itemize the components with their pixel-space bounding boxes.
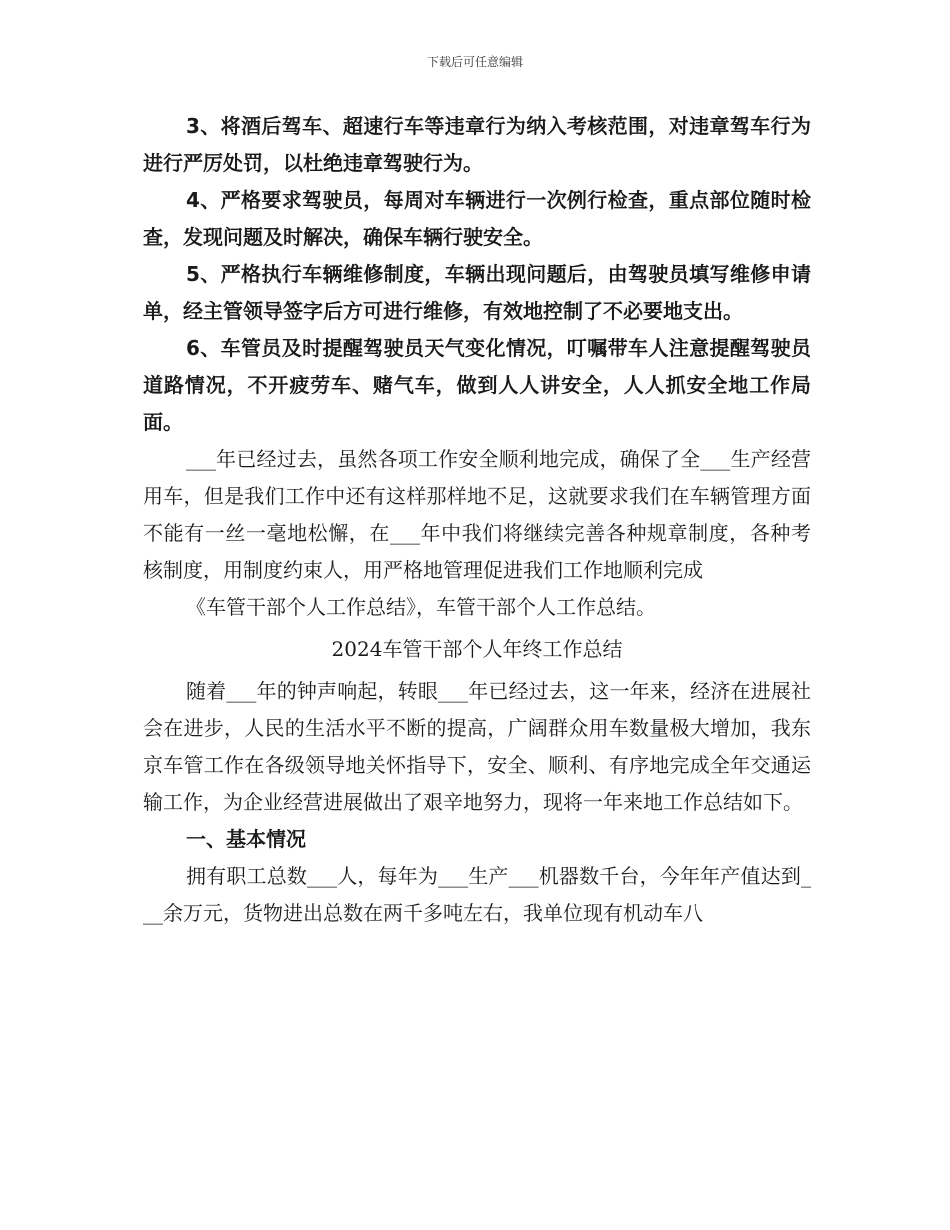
- document-title: 2024车管干部个人年终工作总结: [331, 637, 623, 661]
- measure-item-3: 3、将酒后驾车、超速行车等违章行为纳入考核范围，对违章驾车行为进行严厉处罚，以杜绝违章驾驶行为。: [143, 114, 811, 175]
- measure-item-5: 5、严格执行车辆维修制度，车辆出现问题后，由驾驶员填写维修申请单，经主管领导签字后方可进行维修，有效地控制了不必要地支出。: [143, 262, 811, 323]
- section-heading-basic: 一、基本情况: [186, 827, 306, 851]
- measure-item-4: 4、严格要求驾驶员，每周对车辆进行一次例行检查，重点部位随时检查，发现问题及时解决，确保车辆行驶安全。: [143, 188, 811, 249]
- intro-paragraph: 随着___年的钟声响起，转眼___年已经过去，这一年来，经济在进展社会在进步，人民的生活水平不断的提高，广阔群众用车数量极大增加，我东京车管工作在各级领导地关怀指导下，安全、顺利、有序地完成全年交通运输工作，为企业经营进展做出了艰辛地努力，现将一年来地工作总结如下。: [143, 679, 811, 814]
- measure-item-6: 6、车管员及时提醒驾驶员天气变化情况，叮嘱带车人注意提醒驾驶员道路情况，不开疲劳车、赌气车，做到人人讲安全，人人抓安全地工作局面。: [143, 336, 811, 434]
- document-body: [143, 108, 811, 932]
- reference-line: 《车管干部个人工作总结》，车管干部个人工作总结。: [186, 595, 656, 619]
- basic-paragraph: 拥有职工总数___人，每年为___生产___机器数千台，今年年产值达到___余万元，货物进出总数在两千多吨左右，我单位现有机动车八: [143, 864, 811, 925]
- closing-paragraph: ___年已经过去，虽然各项工作安全顺利地完成，确保了全___生产经营用车，但是我们工作中还有这样那样地不足，这就要求我们在车辆管理方面不能有一丝一毫地松懈，在___年中我们将继续完善各种规章制度，各种考核制度，用制度约束人，用严格地管理促进我们工作地顺利完成: [143, 447, 811, 582]
- page-header: 下载后可任意编辑: [426, 55, 523, 69]
